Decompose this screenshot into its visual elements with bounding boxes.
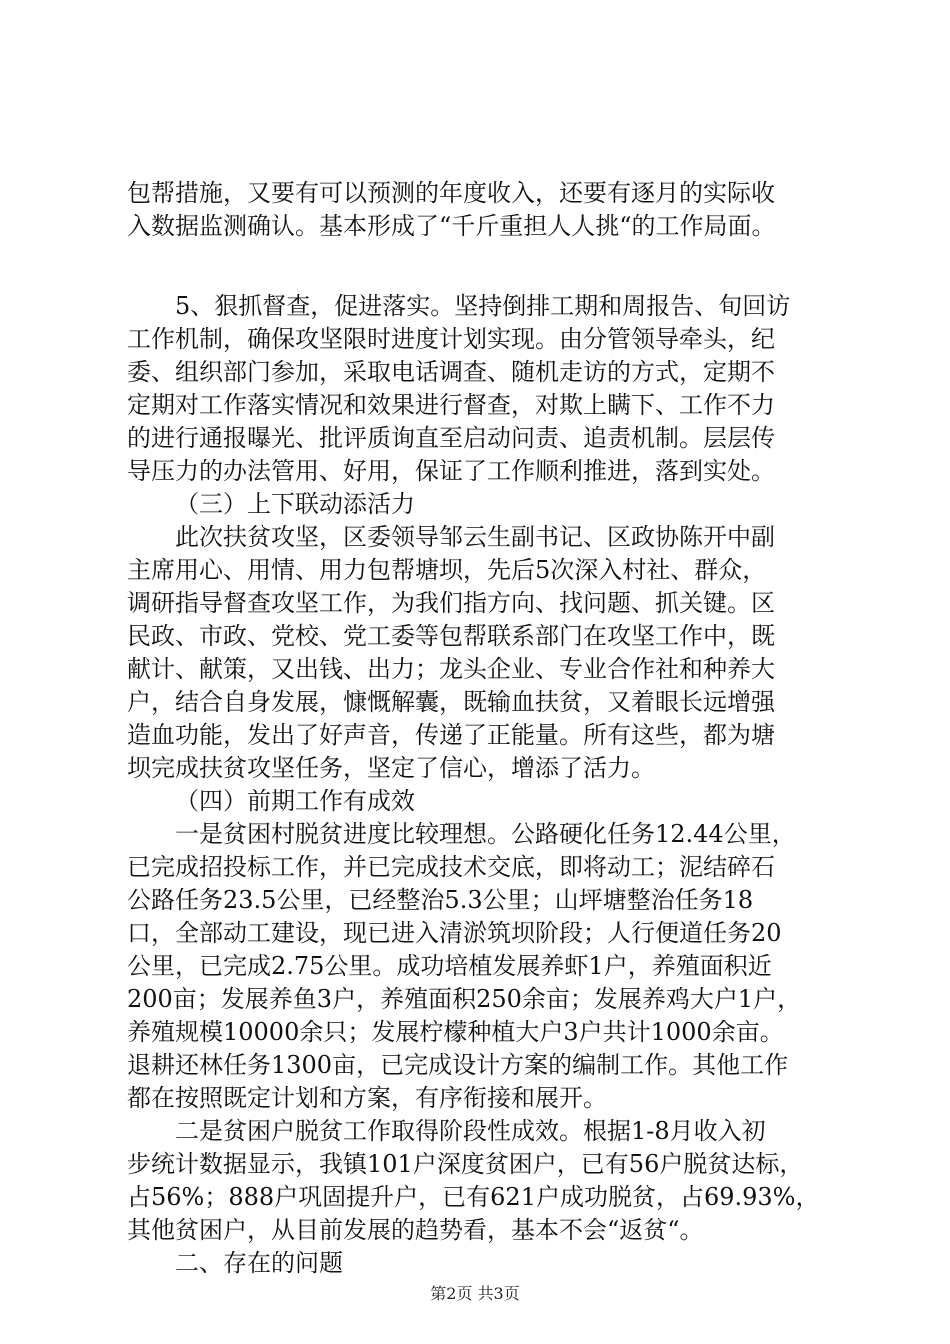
text-line: 造血功能，发出了好声音，传递了正能量。所有这些，都为塘 bbox=[127, 721, 775, 749]
page-number: 第2页 共3页 bbox=[430, 1284, 520, 1303]
text-line: 退耕还林任务1300亩，已完成设计方案的编制工作。其他工作 bbox=[127, 1051, 789, 1079]
text-line: 200亩；发展养鱼3户，养殖面积250余亩；发展养鸡大户1户， bbox=[127, 985, 802, 1013]
heading-text: 二、存在的问题 bbox=[175, 1249, 343, 1277]
text-line: 工作机制，确保攻坚限时进度计划实现。由分管领导牵头，纪 bbox=[127, 325, 775, 353]
text-line: 步统计数据显示，我镇101户深度贫困户，已有56户脱贫达标， bbox=[127, 1150, 804, 1178]
section-heading-4 bbox=[127, 785, 847, 818]
text-line: 其他贫困户，从目前发展的趋势看，基本不会“返贫“。 bbox=[127, 1216, 704, 1244]
text-line: 二是贫困户脱贫工作取得阶段性成效。根据1-8月收入初 bbox=[175, 1117, 766, 1145]
paragraph-continuation bbox=[127, 177, 847, 243]
text-line: 此次扶贫攻坚，区委领导邹云生副书记、区政协陈开中副 bbox=[175, 523, 775, 551]
text-line: 主席用心、用情、用力包帮塘坝，先后5次深入村社、群众， bbox=[127, 556, 767, 584]
page-footer bbox=[0, 1284, 950, 1304]
paragraph-household-progress bbox=[127, 1115, 847, 1247]
paragraph-linkage bbox=[127, 521, 847, 785]
text-line: 入数据监测确认。基本形成了“千斤重担人人挑“的工作局面。 bbox=[127, 212, 776, 240]
text-line: 占56%；888户巩固提升户，已有621户成功脱贫，占69.93%， bbox=[127, 1183, 820, 1211]
heading-text: （三）上下联动添活力 bbox=[175, 490, 415, 518]
text-line: 定期对工作落实情况和效果进行督查，对欺上瞒下、工作不力 bbox=[127, 391, 775, 419]
text-line: 一是贫困村脱贫进度比较理想。公路硬化任务12.44公里， bbox=[175, 820, 796, 848]
text-line: 已完成招投标工作，并已完成技术交底，即将动工；泥结碎石 bbox=[127, 853, 775, 881]
text-line: 养殖规模10000余只；发展柠檬种植大户3户共计1000余亩。 bbox=[127, 1018, 784, 1046]
heading-text: （四）前期工作有成效 bbox=[175, 787, 415, 815]
text-line: 委、组织部门参加，采取电话调查、随机走访的方式，定期不 bbox=[127, 358, 775, 386]
text-line: 公路任务23.5公里，已经整治5.3公里；山坪塘整治任务18 bbox=[127, 886, 754, 914]
document-body bbox=[127, 177, 847, 1280]
text-line: 导压力的办法管用、好用，保证了工作顺利推进，落到实处。 bbox=[127, 457, 775, 485]
text-line: 户，结合自身发展，慷慨解囊，既输血扶贫，又着眼长远增强 bbox=[127, 688, 775, 716]
text-line: 调研指导督查攻坚工作，为我们指方向、找问题、抓关键。区 bbox=[127, 589, 775, 617]
paragraph-gap bbox=[127, 243, 847, 290]
text-line: 献计、献策，又出钱、出力；龙头企业、专业合作社和种养大 bbox=[127, 655, 775, 683]
paragraph-item-5 bbox=[127, 290, 847, 488]
text-line: 都在按照既定计划和方案，有序衔接和展开。 bbox=[127, 1084, 607, 1112]
text-line: 的进行通报曝光、批评质询直至启动问责、追责机制。层层传 bbox=[127, 424, 775, 452]
paragraph-village-progress bbox=[127, 818, 847, 1115]
text-line: 坝完成扶贫攻坚任务，坚定了信心，增添了活力。 bbox=[127, 754, 655, 782]
section-heading-problems bbox=[127, 1247, 847, 1280]
text-line: 口，全部动工建设，现已进入清淤筑坝阶段；人行便道任务20 bbox=[127, 919, 782, 947]
text-line: 民政、市政、党校、党工委等包帮联系部门在攻坚工作中，既 bbox=[127, 622, 775, 650]
text-line: 公里，已完成2.75公里。成功培植发展养虾1户，养殖面积近 bbox=[127, 952, 772, 980]
text-line: 包帮措施，又要有可以预测的年度收入，还要有逐月的实际收 bbox=[127, 179, 775, 207]
section-heading-3 bbox=[127, 488, 847, 521]
text-line: 5、狠抓督查，促进落实。坚持倒排工期和周报告、旬回访 bbox=[175, 292, 791, 320]
